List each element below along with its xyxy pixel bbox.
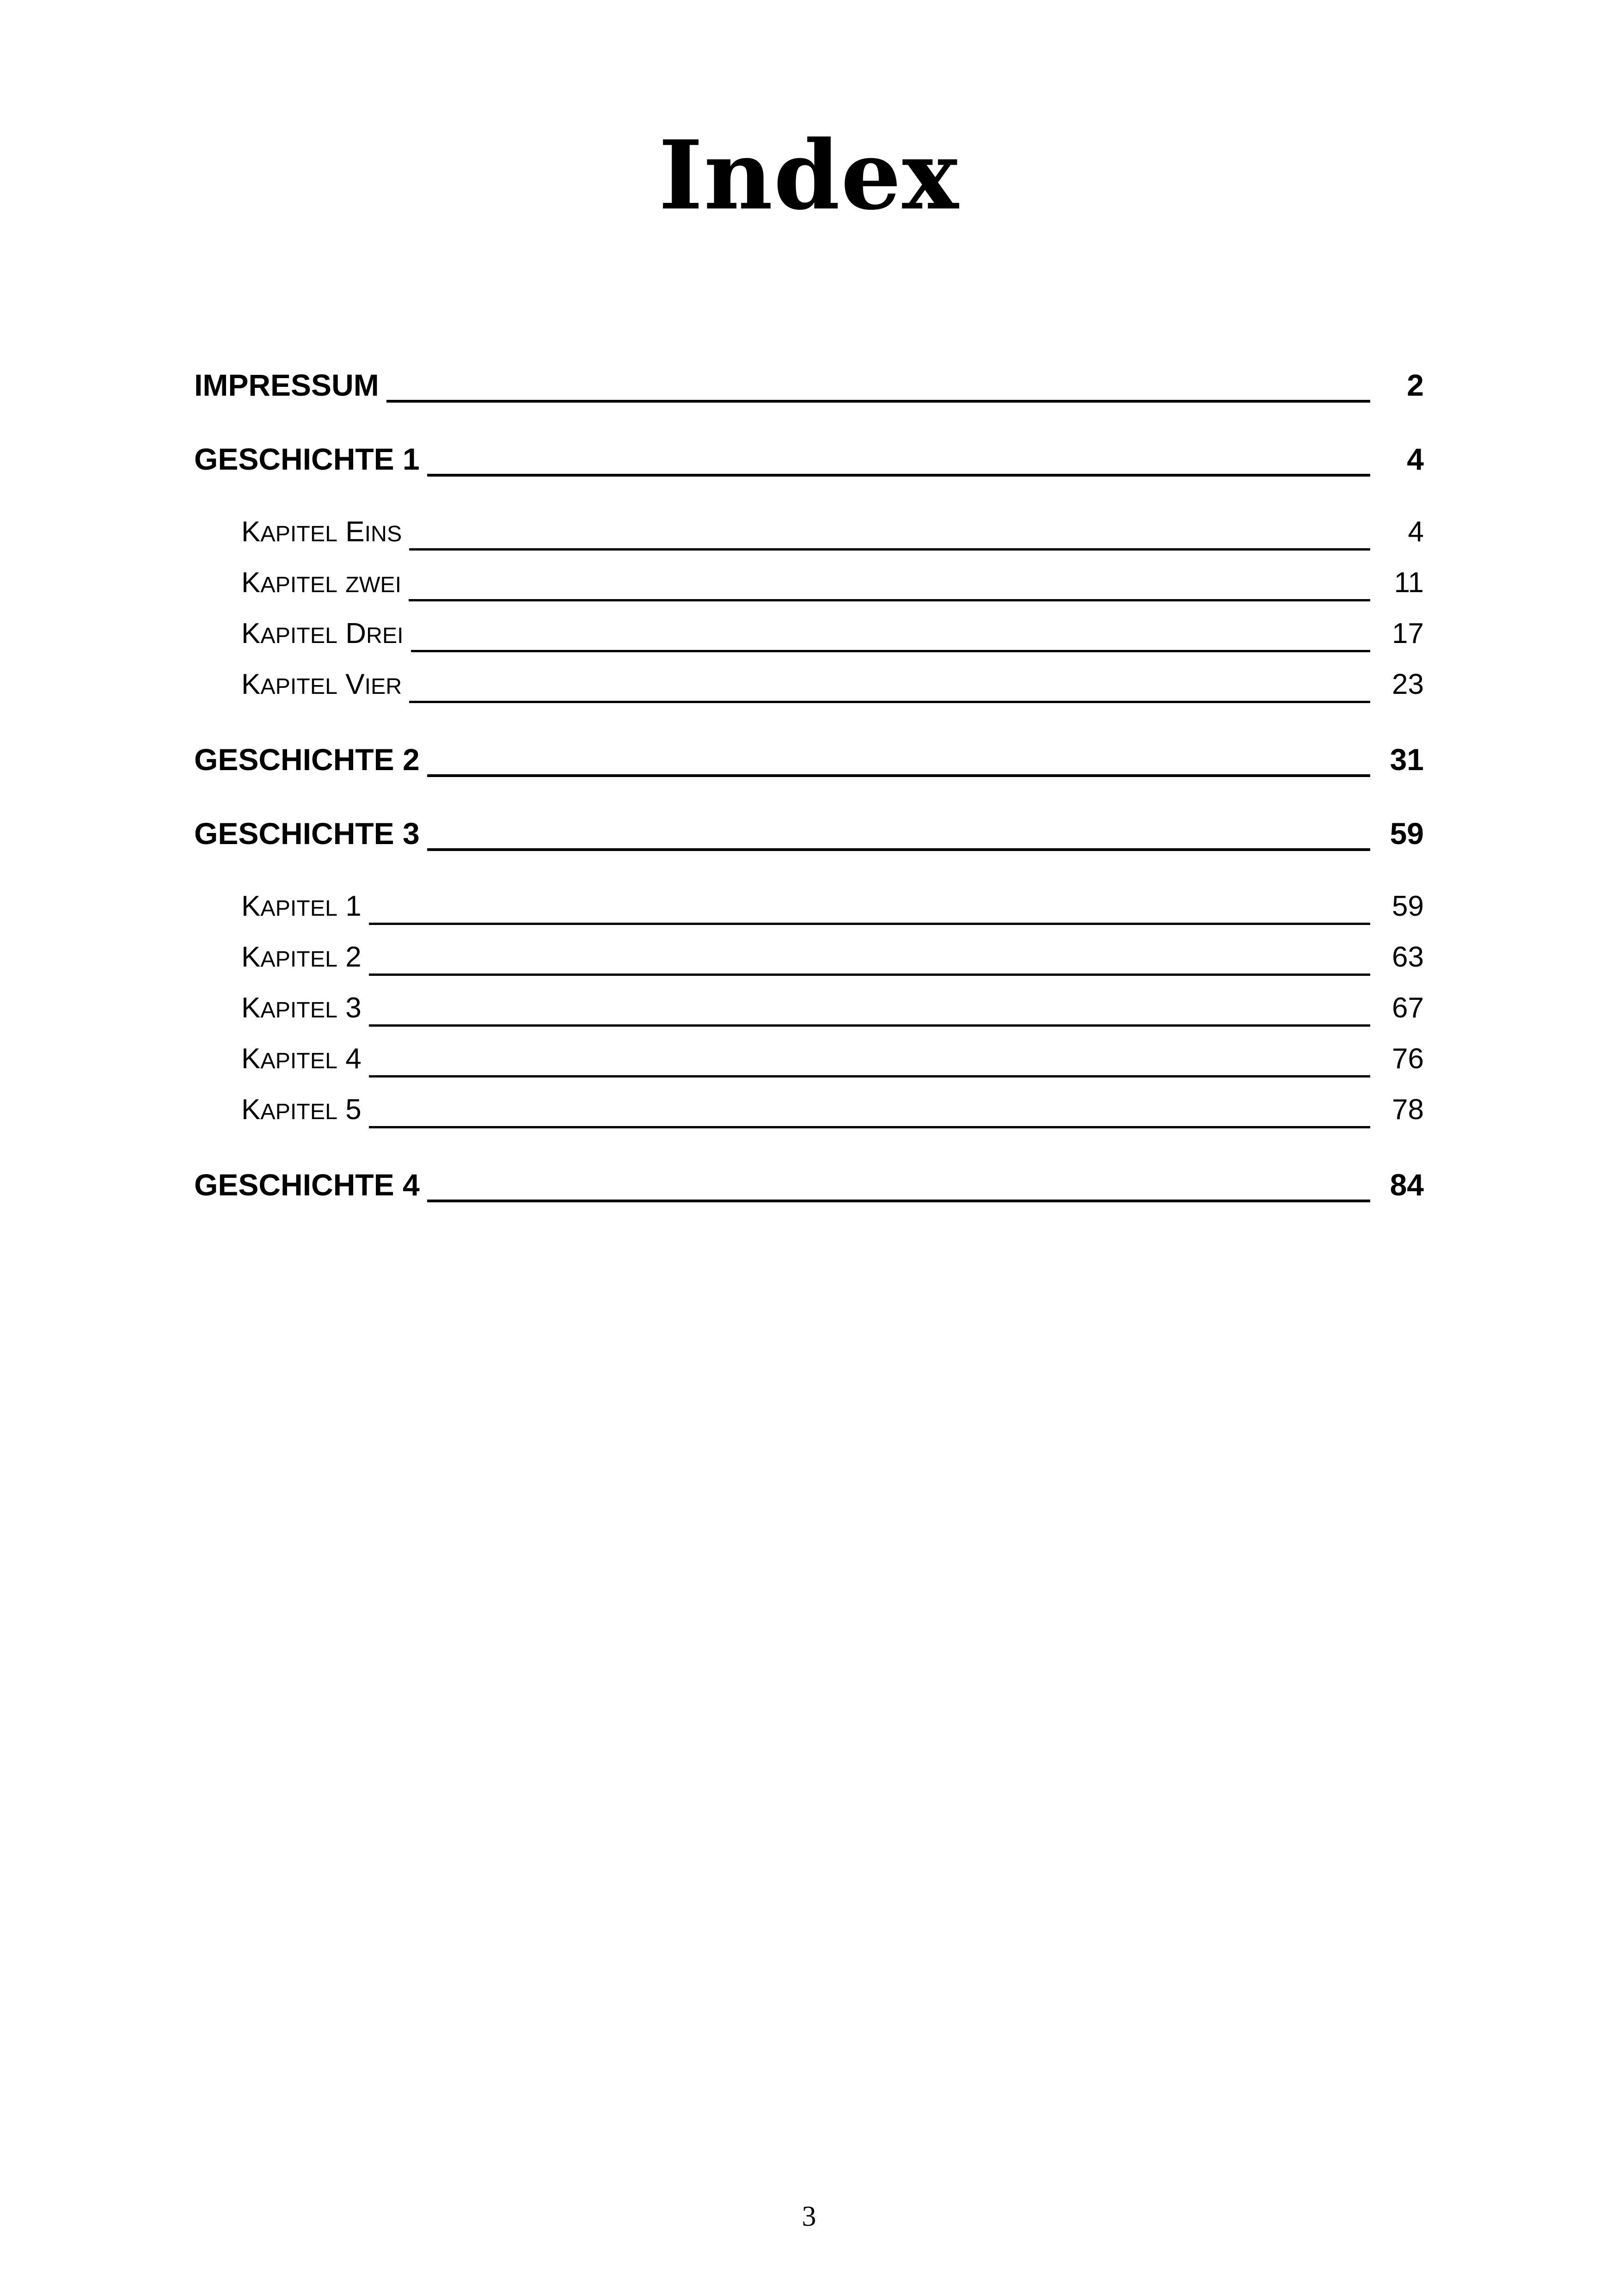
toc-entry-label: KAPITEL 1 — [241, 890, 362, 922]
toc-entry-label: KAPITEL 4 — [241, 1043, 362, 1075]
toc-entry-label: GESCHICHTE 3 — [194, 816, 420, 851]
toc-entry-geschichte-4[interactable] — [194, 1167, 1424, 1209]
toc-entry-kapitel-3[interactable] — [241, 992, 1424, 1033]
toc-page-number: 76 — [1392, 1043, 1424, 1075]
toc-page-number: 67 — [1392, 992, 1424, 1024]
toc-leader-line — [369, 923, 1370, 925]
toc-page-number: 4 — [1408, 516, 1424, 548]
toc-leader-line — [369, 1075, 1370, 1078]
toc-page-number: 4 — [1407, 442, 1424, 476]
toc-page-number: 31 — [1390, 742, 1424, 777]
toc-page-number: 2 — [1407, 368, 1424, 402]
toc-entry-label: KAPITEL 2 — [241, 941, 362, 973]
toc-leader-line — [409, 701, 1370, 703]
toc-entry-impressum[interactable] — [194, 367, 1424, 409]
toc-entry-geschichte-1[interactable] — [194, 441, 1424, 483]
toc-entry-kapitel-eins[interactable] — [241, 515, 1424, 557]
toc-leader-line — [411, 650, 1370, 652]
toc-entry-label: IMPRESSUM — [194, 368, 379, 402]
toc-leader-line — [427, 474, 1370, 477]
toc-page-number: 11 — [1394, 567, 1424, 599]
toc-leader-line — [409, 599, 1370, 601]
footer-page-number: 3 — [802, 2201, 816, 2232]
toc-entry-label: KAPITEL 3 — [241, 992, 362, 1024]
toc-entry-label: KAPITEL VIER — [241, 668, 402, 700]
toc-page-number: 59 — [1392, 890, 1424, 922]
toc-entry-label: KAPITEL DREI — [241, 618, 404, 649]
toc-leader-line — [369, 1126, 1370, 1128]
toc-page-number: 84 — [1390, 1168, 1424, 1202]
toc-entry-label: KAPITEL EINS — [241, 516, 402, 548]
toc-entry-kapitel-drei[interactable] — [241, 617, 1424, 659]
toc-leader-line — [386, 400, 1370, 403]
toc-leader-line — [427, 774, 1370, 777]
toc-entry-kapitel-vier[interactable] — [241, 668, 1424, 710]
toc-page-number: 17 — [1392, 618, 1424, 649]
toc-leader-line — [369, 1024, 1370, 1027]
toc-entry-kapitel-1[interactable] — [241, 890, 1424, 931]
toc-page-number: 59 — [1390, 816, 1424, 851]
toc-leader-line — [427, 848, 1370, 851]
toc-entry-label: KAPITEL ZWEI — [241, 567, 402, 599]
toc-entry-label: GESCHICHTE 4 — [194, 1168, 420, 1202]
toc-entry-kapitel-zwei[interactable] — [241, 566, 1424, 608]
toc-leader-line — [369, 974, 1370, 976]
toc-entry-geschichte-3[interactable] — [194, 816, 1424, 857]
page-title: Index — [658, 120, 960, 231]
toc-entry-label: GESCHICHTE 2 — [194, 742, 420, 777]
toc-entry-kapitel-5[interactable] — [241, 1093, 1424, 1135]
toc-leader-line — [427, 1200, 1370, 1202]
toc-leader-line — [409, 548, 1370, 551]
toc-page-number: 63 — [1392, 941, 1424, 973]
toc-entry-kapitel-4[interactable] — [241, 1042, 1424, 1084]
toc-page-number: 78 — [1392, 1094, 1424, 1126]
toc-entry-label: GESCHICHTE 1 — [194, 442, 420, 476]
toc-page-number: 23 — [1392, 668, 1424, 700]
toc-entry-label: KAPITEL 5 — [241, 1094, 362, 1126]
toc-entry-kapitel-2[interactable] — [241, 941, 1424, 982]
toc-entry-geschichte-2[interactable] — [194, 742, 1424, 784]
